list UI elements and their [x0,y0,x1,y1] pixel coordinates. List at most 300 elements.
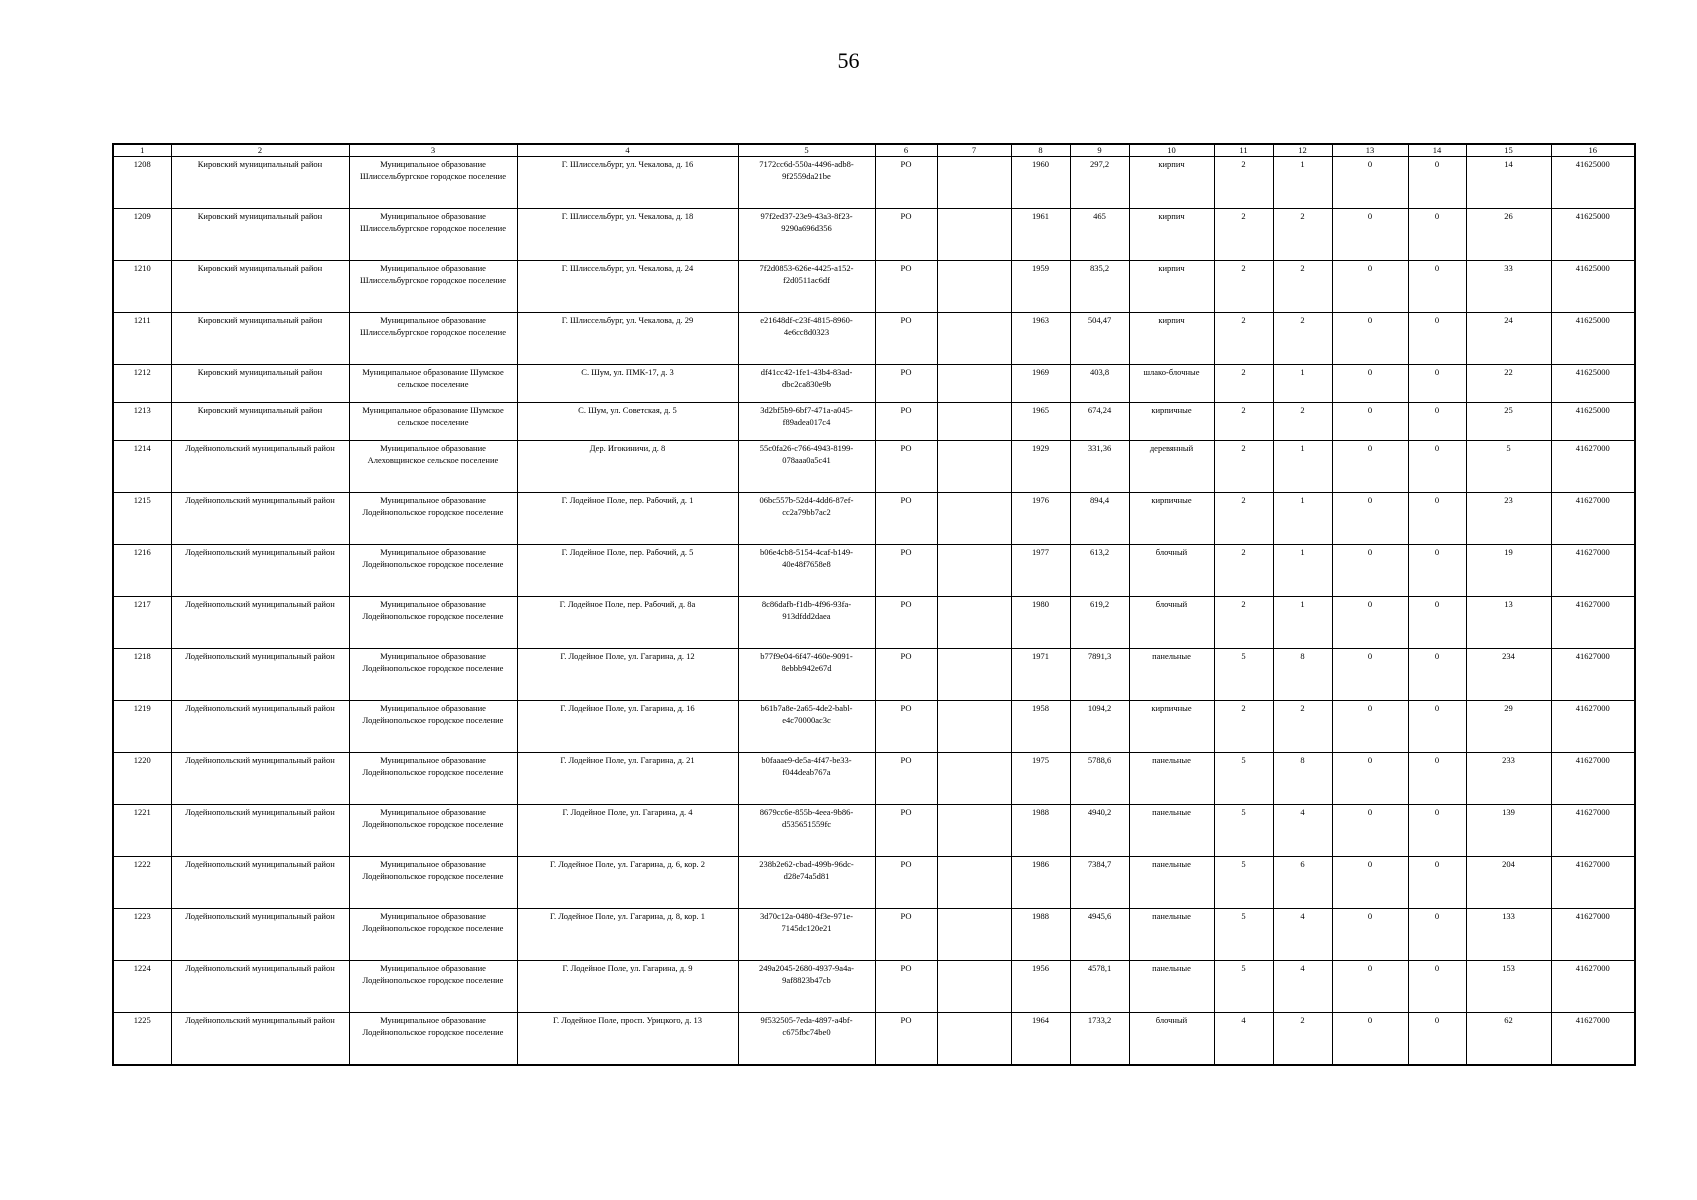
cell-address: Г. Шлиссельбург, ул. Чекалова, д. 29 [517,313,738,365]
cell-floors: 2 [1214,441,1273,493]
cell-district: Лодейнопольский муниципальный район [171,649,349,701]
column-header-3: 3 [349,144,517,157]
cell-wall-material: панельные [1129,649,1214,701]
cell-address: Г. Лодейное Поле, пер. Рабочий, д. 1 [517,493,738,545]
cell-year-built: 1965 [1011,403,1070,441]
cell-district: Кировский муниципальный район [171,261,349,313]
cell-owner-type: РО [875,493,937,545]
table-row [113,753,1635,805]
cell-owner-type: РО [875,313,937,365]
column-header-16: 16 [1551,144,1635,157]
cell-entrances: 2 [1273,209,1332,261]
cell-oktmo: 41627000 [1551,597,1635,649]
cell-municipality: Муниципальное образование Лодейнопольское городское поселение [349,805,517,857]
cell-district: Лодейнопольский муниципальный район [171,1013,349,1066]
cell-area: 1094,2 [1070,701,1129,753]
cell-row-number: 1216 [113,545,171,597]
cell-entrances: 4 [1273,961,1332,1013]
cell-guid: b0faaae9-de5a-4f47-be33-f044deab767a [738,753,875,805]
cell-address: Г. Лодейное Поле, пер. Рабочий, д. 5 [517,545,738,597]
cell-municipality: Муниципальное образование Лодейнопольское городское поселение [349,909,517,961]
table-body [113,157,1635,1066]
cell-guid: 249a2045-2680-4937-9a4a-9af8823b47cb [738,961,875,1013]
table-row [113,209,1635,261]
cell-year-built: 1956 [1011,961,1070,1013]
cell-wall-material: деревянный [1129,441,1214,493]
cell-floors: 2 [1214,261,1273,313]
cell-apartments: 26 [1466,209,1551,261]
cell-floors: 5 [1214,909,1273,961]
cell-year-built: 1961 [1011,209,1070,261]
cell-apartments: 153 [1466,961,1551,1013]
cell-year-built: 1969 [1011,365,1070,403]
cell-area: 4945,6 [1070,909,1129,961]
cell-floors: 5 [1214,649,1273,701]
cell-col-14: 0 [1408,961,1466,1013]
cell-guid: 7f2d0853-626e-4425-a152-f2d0511ac6df [738,261,875,313]
cell-col-13: 0 [1332,365,1408,403]
column-header-12: 12 [1273,144,1332,157]
column-header-15: 15 [1466,144,1551,157]
cell-col-7 [937,597,1011,649]
column-header-9: 9 [1070,144,1129,157]
cell-address: Г. Лодейное Поле, пер. Рабочий, д. 8а [517,597,738,649]
cell-area: 465 [1070,209,1129,261]
cell-year-built: 1980 [1011,597,1070,649]
column-header-4: 4 [517,144,738,157]
cell-entrances: 2 [1273,701,1332,753]
cell-area: 835,2 [1070,261,1129,313]
cell-row-number: 1219 [113,701,171,753]
cell-row-number: 1210 [113,261,171,313]
cell-col-13: 0 [1332,857,1408,909]
cell-row-number: 1212 [113,365,171,403]
cell-entrances: 2 [1273,403,1332,441]
cell-owner-type: РО [875,403,937,441]
cell-year-built: 1976 [1011,493,1070,545]
cell-wall-material: панельные [1129,961,1214,1013]
cell-district: Лодейнопольский муниципальный район [171,597,349,649]
cell-row-number: 1217 [113,597,171,649]
cell-municipality: Муниципальное образование Шлиссельбургское городское поселение [349,157,517,209]
cell-col-7 [937,209,1011,261]
cell-area: 403,8 [1070,365,1129,403]
cell-col-13: 0 [1332,597,1408,649]
cell-oktmo: 41627000 [1551,857,1635,909]
cell-wall-material: кирпичные [1129,493,1214,545]
cell-guid: 8679cc6e-855b-4eea-9b86-d535651559fc [738,805,875,857]
cell-col-7 [937,909,1011,961]
cell-oktmo: 41625000 [1551,313,1635,365]
cell-apartments: 25 [1466,403,1551,441]
cell-col-14: 0 [1408,545,1466,597]
cell-row-number: 1220 [113,753,171,805]
cell-floors: 2 [1214,701,1273,753]
cell-entrances: 1 [1273,597,1332,649]
cell-oktmo: 41627000 [1551,441,1635,493]
cell-guid: 7172cc6d-550a-4496-adb8-9f2559da21be [738,157,875,209]
table-row [113,805,1635,857]
cell-year-built: 1986 [1011,857,1070,909]
cell-wall-material: панельные [1129,753,1214,805]
cell-row-number: 1223 [113,909,171,961]
column-header-1: 1 [113,144,171,157]
cell-area: 4940,2 [1070,805,1129,857]
cell-floors: 2 [1214,209,1273,261]
cell-oktmo: 41627000 [1551,701,1635,753]
cell-area: 613,2 [1070,545,1129,597]
cell-col-13: 0 [1332,701,1408,753]
column-header-5: 5 [738,144,875,157]
cell-apartments: 13 [1466,597,1551,649]
cell-owner-type: РО [875,365,937,403]
cell-oktmo: 41627000 [1551,545,1635,597]
cell-wall-material: блочный [1129,545,1214,597]
cell-wall-material: кирпич [1129,261,1214,313]
cell-oktmo: 41625000 [1551,157,1635,209]
table-row [113,857,1635,909]
cell-apartments: 19 [1466,545,1551,597]
cell-district: Кировский муниципальный район [171,365,349,403]
cell-col-13: 0 [1332,403,1408,441]
cell-area: 674,24 [1070,403,1129,441]
cell-municipality: Муниципальное образование Лодейнопольское городское поселение [349,701,517,753]
cell-address: Г. Лодейное Поле, просп. Урицкого, д. 13 [517,1013,738,1066]
cell-apartments: 62 [1466,1013,1551,1066]
cell-entrances: 8 [1273,753,1332,805]
cell-area: 331,36 [1070,441,1129,493]
column-header-10: 10 [1129,144,1214,157]
cell-col-13: 0 [1332,805,1408,857]
cell-guid: b77f9e04-6f47-460e-9091-8ebbb942e67d [738,649,875,701]
cell-entrances: 2 [1273,313,1332,365]
cell-municipality: Муниципальное образование Лодейнопольское городское поселение [349,857,517,909]
cell-area: 894,4 [1070,493,1129,545]
cell-col-13: 0 [1332,909,1408,961]
cell-guid: 97f2ed37-23e9-43a3-8f23-9290a696d356 [738,209,875,261]
cell-col-7 [937,313,1011,365]
cell-col-14: 0 [1408,365,1466,403]
cell-municipality: Муниципальное образование Лодейнопольское городское поселение [349,649,517,701]
cell-entrances: 4 [1273,805,1332,857]
cell-row-number: 1214 [113,441,171,493]
cell-floors: 2 [1214,313,1273,365]
cell-owner-type: РО [875,597,937,649]
cell-area: 7891,3 [1070,649,1129,701]
cell-owner-type: РО [875,909,937,961]
cell-year-built: 1963 [1011,313,1070,365]
cell-municipality: Муниципальное образование Алеховщинское сельское поселение [349,441,517,493]
cell-row-number: 1213 [113,403,171,441]
cell-floors: 5 [1214,961,1273,1013]
cell-year-built: 1975 [1011,753,1070,805]
cell-year-built: 1977 [1011,545,1070,597]
cell-col-13: 0 [1332,313,1408,365]
cell-col-7 [937,753,1011,805]
cell-wall-material: шлако-блочные [1129,365,1214,403]
cell-owner-type: РО [875,649,937,701]
cell-district: Кировский муниципальный район [171,157,349,209]
cell-col-7 [937,365,1011,403]
cell-wall-material: блочный [1129,597,1214,649]
cell-owner-type: РО [875,261,937,313]
cell-district: Лодейнопольский муниципальный район [171,753,349,805]
cell-apartments: 204 [1466,857,1551,909]
cell-municipality: Муниципальное образование Лодейнопольское городское поселение [349,961,517,1013]
cell-wall-material: панельные [1129,909,1214,961]
cell-address: Г. Шлиссельбург, ул. Чекалова, д. 24 [517,261,738,313]
cell-municipality: Муниципальное образование Лодейнопольское городское поселение [349,1013,517,1066]
table-row [113,313,1635,365]
cell-col-7 [937,493,1011,545]
cell-municipality: Муниципальное образование Лодейнопольское городское поселение [349,597,517,649]
cell-municipality: Муниципальное образование Шлиссельбургское городское поселение [349,261,517,313]
cell-guid: df41cc42-1fe1-43b4-83ad-dbc2ca830e9b [738,365,875,403]
cell-wall-material: кирпич [1129,157,1214,209]
cell-col-7 [937,857,1011,909]
cell-wall-material: блочный [1129,1013,1214,1066]
cell-owner-type: РО [875,157,937,209]
cell-col-14: 0 [1408,313,1466,365]
column-header-8: 8 [1011,144,1070,157]
cell-apartments: 133 [1466,909,1551,961]
cell-apartments: 22 [1466,365,1551,403]
table-row [113,649,1635,701]
table-row [113,701,1635,753]
cell-area: 7384,7 [1070,857,1129,909]
cell-entrances: 4 [1273,909,1332,961]
cell-col-13: 0 [1332,1013,1408,1066]
cell-row-number: 1209 [113,209,171,261]
cell-year-built: 1929 [1011,441,1070,493]
cell-col-7 [937,805,1011,857]
cell-row-number: 1218 [113,649,171,701]
cell-apartments: 29 [1466,701,1551,753]
column-header-13: 13 [1332,144,1408,157]
cell-district: Лодейнопольский муниципальный район [171,857,349,909]
cell-address: Г. Лодейное Поле, ул. Гагарина, д. 4 [517,805,738,857]
cell-year-built: 1988 [1011,909,1070,961]
table-row [113,909,1635,961]
table-row [113,403,1635,441]
cell-address: Г. Лодейное Поле, ул. Гагарина, д. 12 [517,649,738,701]
cell-owner-type: РО [875,209,937,261]
cell-row-number: 1225 [113,1013,171,1066]
cell-col-13: 0 [1332,753,1408,805]
cell-col-14: 0 [1408,597,1466,649]
cell-col-14: 0 [1408,909,1466,961]
cell-guid: b61b7a8e-2a65-4de2-babl-e4c70000ac3c [738,701,875,753]
cell-owner-type: РО [875,857,937,909]
table-row [113,441,1635,493]
cell-owner-type: РО [875,545,937,597]
cell-district: Лодейнопольский муниципальный район [171,441,349,493]
cell-owner-type: РО [875,441,937,493]
cell-entrances: 1 [1273,157,1332,209]
cell-apartments: 234 [1466,649,1551,701]
cell-col-14: 0 [1408,209,1466,261]
cell-col-13: 0 [1332,493,1408,545]
table-row [113,365,1635,403]
cell-col-7 [937,441,1011,493]
cell-oktmo: 41625000 [1551,261,1635,313]
cell-col-14: 0 [1408,493,1466,545]
cell-wall-material: кирпич [1129,313,1214,365]
table-row [113,545,1635,597]
cell-municipality: Муниципальное образование Шумское сельское поселение [349,403,517,441]
cell-oktmo: 41627000 [1551,493,1635,545]
cell-wall-material: панельные [1129,857,1214,909]
cell-col-14: 0 [1408,805,1466,857]
cell-entrances: 1 [1273,493,1332,545]
cell-col-7 [937,649,1011,701]
table-row [113,961,1635,1013]
cell-entrances: 1 [1273,365,1332,403]
cell-address: Г. Лодейное Поле, ул. Гагарина, д. 9 [517,961,738,1013]
column-header-14: 14 [1408,144,1466,157]
cell-apartments: 139 [1466,805,1551,857]
cell-guid: b06e4cb8-5154-4caf-b149-40e48f7658e8 [738,545,875,597]
cell-guid: 238b2e62-cbad-499b-96dc-d28e74a5d81 [738,857,875,909]
cell-floors: 2 [1214,365,1273,403]
cell-row-number: 1222 [113,857,171,909]
cell-address: С. Шум, ул. Советская, д. 5 [517,403,738,441]
table-row [113,597,1635,649]
cell-floors: 2 [1214,403,1273,441]
cell-municipality: Муниципальное образование Лодейнопольское городское поселение [349,493,517,545]
cell-apartments: 14 [1466,157,1551,209]
cell-wall-material: кирпич [1129,209,1214,261]
cell-municipality: Муниципальное образование Шумское сельское поселение [349,365,517,403]
table-header [113,144,1635,157]
cell-col-13: 0 [1332,157,1408,209]
cell-area: 4578,1 [1070,961,1129,1013]
cell-col-13: 0 [1332,261,1408,313]
cell-district: Лодейнопольский муниципальный район [171,909,349,961]
cell-oktmo: 41627000 [1551,805,1635,857]
cell-apartments: 23 [1466,493,1551,545]
cell-address: Дер. Игокиничи, д. 8 [517,441,738,493]
column-header-6: 6 [875,144,937,157]
cell-oktmo: 41625000 [1551,365,1635,403]
table-row [113,1013,1635,1066]
cell-wall-material: кирпичные [1129,701,1214,753]
table-row [113,261,1635,313]
cell-guid: 3d70c12a-0480-4f3e-971e-7145dc120e21 [738,909,875,961]
cell-district: Кировский муниципальный район [171,209,349,261]
cell-col-14: 0 [1408,441,1466,493]
cell-address: Г. Лодейное Поле, ул. Гагарина, д. 8, кор. 1 [517,909,738,961]
cell-guid: 06bc557b-52d4-4dd6-87ef-cc2a79bb7ac2 [738,493,875,545]
cell-municipality: Муниципальное образование Шлиссельбургское городское поселение [349,209,517,261]
cell-floors: 2 [1214,597,1273,649]
cell-col-13: 0 [1332,545,1408,597]
cell-col-7 [937,403,1011,441]
cell-apartments: 5 [1466,441,1551,493]
cell-year-built: 1964 [1011,1013,1070,1066]
page-number: 56 [837,48,860,73]
cell-year-built: 1971 [1011,649,1070,701]
cell-col-14: 0 [1408,157,1466,209]
cell-address: Г. Лодейное Поле, ул. Гагарина, д. 21 [517,753,738,805]
cell-area: 1733,2 [1070,1013,1129,1066]
cell-row-number: 1211 [113,313,171,365]
cell-floors: 5 [1214,805,1273,857]
cell-guid: 55c0fa26-c766-4943-8199-078aaa0a5c41 [738,441,875,493]
cell-col-7 [937,961,1011,1013]
cell-entrances: 8 [1273,649,1332,701]
cell-guid: 3d2bf5b9-6bf7-471a-a045-f89adea017c4 [738,403,875,441]
column-header-2: 2 [171,144,349,157]
cell-floors: 2 [1214,157,1273,209]
cell-area: 5788,6 [1070,753,1129,805]
cell-col-14: 0 [1408,1013,1466,1066]
housing-registry-table [112,143,1636,1066]
cell-oktmo: 41627000 [1551,753,1635,805]
cell-floors: 4 [1214,1013,1273,1066]
cell-district: Кировский муниципальный район [171,403,349,441]
cell-owner-type: РО [875,805,937,857]
cell-entrances: 2 [1273,1013,1332,1066]
cell-district: Лодейнопольский муниципальный район [171,701,349,753]
cell-col-13: 0 [1332,441,1408,493]
cell-district: Лодейнопольский муниципальный район [171,805,349,857]
cell-row-number: 1221 [113,805,171,857]
cell-col-14: 0 [1408,753,1466,805]
cell-address: Г. Шлиссельбург, ул. Чекалова, д. 18 [517,209,738,261]
cell-area: 504,47 [1070,313,1129,365]
cell-owner-type: РО [875,753,937,805]
cell-oktmo: 41625000 [1551,403,1635,441]
cell-owner-type: РО [875,961,937,1013]
cell-district: Лодейнопольский муниципальный район [171,545,349,597]
cell-wall-material: кирпичные [1129,403,1214,441]
cell-col-7 [937,701,1011,753]
cell-floors: 5 [1214,753,1273,805]
cell-oktmo: 41627000 [1551,961,1635,1013]
cell-apartments: 233 [1466,753,1551,805]
cell-year-built: 1960 [1011,157,1070,209]
cell-oktmo: 41625000 [1551,209,1635,261]
cell-entrances: 2 [1273,261,1332,313]
cell-year-built: 1959 [1011,261,1070,313]
cell-floors: 5 [1214,857,1273,909]
cell-oktmo: 41627000 [1551,909,1635,961]
cell-guid: 8c86dafb-f1db-4f96-93fa-913dfdd2daea [738,597,875,649]
cell-col-7 [937,1013,1011,1066]
cell-col-13: 0 [1332,961,1408,1013]
cell-apartments: 33 [1466,261,1551,313]
table-row [113,493,1635,545]
cell-municipality: Муниципальное образование Шлиссельбургское городское поселение [349,313,517,365]
cell-col-14: 0 [1408,649,1466,701]
cell-floors: 2 [1214,545,1273,597]
column-number-row [113,144,1635,157]
cell-row-number: 1215 [113,493,171,545]
cell-oktmo: 41627000 [1551,1013,1635,1066]
cell-col-7 [937,157,1011,209]
cell-floors: 2 [1214,493,1273,545]
column-header-7: 7 [937,144,1011,157]
cell-district: Лодейнопольский муниципальный район [171,493,349,545]
cell-col-14: 0 [1408,261,1466,313]
cell-entrances: 1 [1273,545,1332,597]
cell-row-number: 1208 [113,157,171,209]
cell-row-number: 1224 [113,961,171,1013]
cell-wall-material: панельные [1129,805,1214,857]
cell-col-7 [937,261,1011,313]
cell-address: Г. Лодейное Поле, ул. Гагарина, д. 6, кор. 2 [517,857,738,909]
